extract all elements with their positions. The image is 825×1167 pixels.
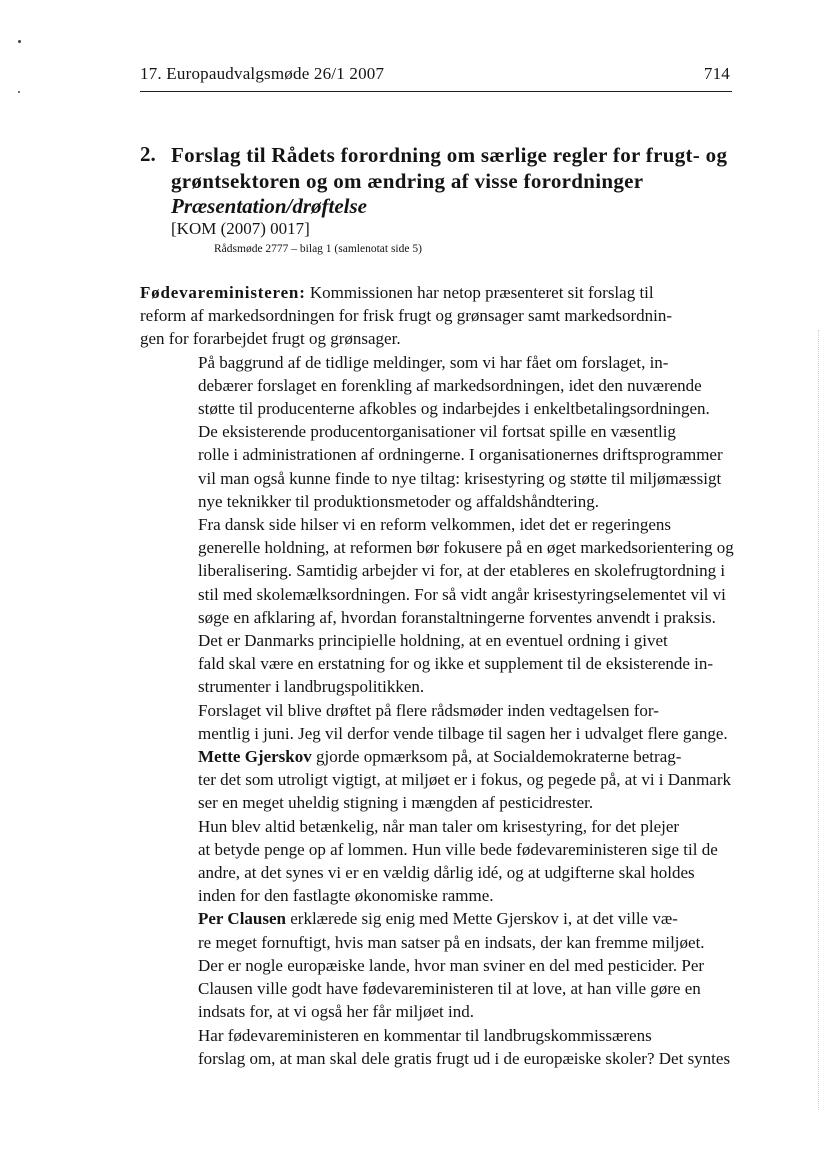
text-fragment: Kommissionen har netop præsenteret sit forslag til (305, 283, 654, 302)
text-line: støtte til producenterne afkobles og indarbejdes i enkeltbetalingsordningen. (198, 399, 710, 419)
text-line: nye teknikker til produktionsmetoder og affaldshåndtering. (198, 491, 599, 511)
section-note: Rådsmøde 2777 – bilag 1 (samlenotat side 5) (214, 243, 422, 255)
paragraph (140, 281, 730, 351)
paragraph (140, 513, 734, 629)
paragraph (140, 420, 730, 513)
section-subtitle: Præsentation/drøftelse (171, 194, 368, 218)
section-title-line: grøntsektoren og om ændring af visse forordninger (171, 169, 644, 193)
text-line: stil med skolemælksordningen. For så vidt angår krisestyringselementet vil vi (198, 584, 726, 604)
text-line: Clausen ville godt have fødevareministeren til at love, at han ville gøre en (198, 979, 701, 999)
text-line: ser en meget uheldig stigning i mængden af pesticidrester. (198, 793, 594, 813)
text-line: De eksisterende producentorganisationer vil fortsat spille en væsentlig (198, 422, 676, 442)
text-line: vil man også kunne finde to nye tiltag: krisestyring og støtte til miljømæssigt (198, 468, 722, 488)
paragraph (140, 745, 730, 815)
text-line: reform af markedsordningen for frisk frugt og grønsager samt markedsordnin- (140, 306, 673, 326)
text-line: inden for den fastlagte økonomiske ramme. (198, 886, 494, 906)
page-header (140, 64, 730, 84)
text-line: indsats for, at vi også her får miljøet ind. (198, 1002, 474, 1022)
text-line: fald skal være en erstatning for og ikke et supplement til de eksisterende in- (198, 654, 714, 674)
section-number: 2. (140, 142, 156, 166)
text-line: gen for forarbejdet frugt og grønsager. (140, 329, 401, 349)
paragraph (140, 351, 730, 421)
speaker-name: Mette Gjerskov (198, 747, 312, 767)
page-number: 714 (703, 64, 730, 83)
text-line: Fra dansk side hilser vi en reform velkommen, idet det er regeringens (198, 515, 672, 535)
text-line: debærer forslaget en forenkling af markedsordningen, idet den nuværende (198, 375, 702, 395)
text-line: forslag om, at man skal dele gratis frugt ud i de europæiske skoler? Det syntes (198, 1048, 731, 1068)
text-line: generelle holdning, at reformen bør fokusere på en øget markedsorientering og (198, 538, 734, 558)
text-line: andre, at det synes vi er en vældig dårlig idé, og at udgifterne skal holdes (198, 863, 695, 883)
header-divider (140, 91, 732, 92)
paragraph (140, 699, 730, 745)
text-line: strumenter i landbrugspolitikken. (198, 677, 425, 697)
text-line: re meget fornuftigt, hvis man satser på en indsats, der kan fremme miljøet. (198, 932, 705, 952)
scan-edge-line (818, 330, 819, 1110)
scan-speck (18, 40, 21, 43)
text-line: at betyde penge op af lommen. Hun ville bede fødevareministeren sige til de (198, 839, 718, 859)
text-line: Der er nogle europæiske lande, hvor man sviner en del med pesticider. Per (198, 955, 705, 975)
text-fragment: gjorde opmærksom på, at Socialdemokraterne betrag- (311, 747, 682, 767)
paragraph (140, 815, 730, 908)
paragraph (140, 907, 730, 1023)
text-line: Det er Danmarks principielle holdning, at en eventuel ordning i givet (198, 631, 668, 651)
text-fragment: erklærede sig enig med Mette Gjerskov i, at det ville væ- (286, 909, 678, 929)
text-line: ter det som utroligt vigtigt, at miljøet er i fokus, og pegede på, at vi i Danmark (198, 770, 732, 790)
scan-speck (18, 91, 20, 93)
text-line (140, 745, 730, 768)
section-reference: [KOM (2007) 0017] (171, 219, 310, 238)
section-title-line: Forslag til Rådets forordning om særlige regler for frugt- og (171, 143, 728, 167)
text-line: liberalisering. Samtidig arbejder vi for, at der etableres en skolefrugtordning i (198, 561, 726, 581)
body-text (140, 281, 734, 1070)
header-meeting-title: 17. Europaudvalgsmøde 26/1 2007 (140, 64, 385, 83)
section-title (171, 142, 746, 194)
text-line: Har fødevareministeren en kommentar til landbrugskommissærens (198, 1025, 652, 1045)
paragraph (140, 629, 730, 699)
text-line: søge en afklaring af, hvordan foranstaltningerne forventes anvendt i praksis. (198, 607, 716, 627)
text-line: Forslaget vil blive drøftet på flere rådsmøder inden vedtagelsen for- (198, 700, 659, 720)
text-line: rolle i administrationen af ordningerne. I organisationernes driftsprogrammer (198, 445, 723, 465)
text-line: På baggrund af de tidlige meldinger, som vi har fået om forslaget, in- (198, 352, 669, 372)
speaker-name: Per Clausen (198, 909, 286, 929)
text-line: Hun blev altid betænkelig, når man taler om krisestyring, for det plejer (198, 816, 680, 836)
text-line: mentlig i juni. Jeg vil derfor vende tilbage til sagen her i udvalget flere gange. (198, 723, 728, 743)
paragraph (140, 1024, 730, 1070)
text-line (140, 907, 730, 930)
text-line (140, 281, 730, 304)
speaker-name: Fødevareministeren: (140, 283, 306, 302)
